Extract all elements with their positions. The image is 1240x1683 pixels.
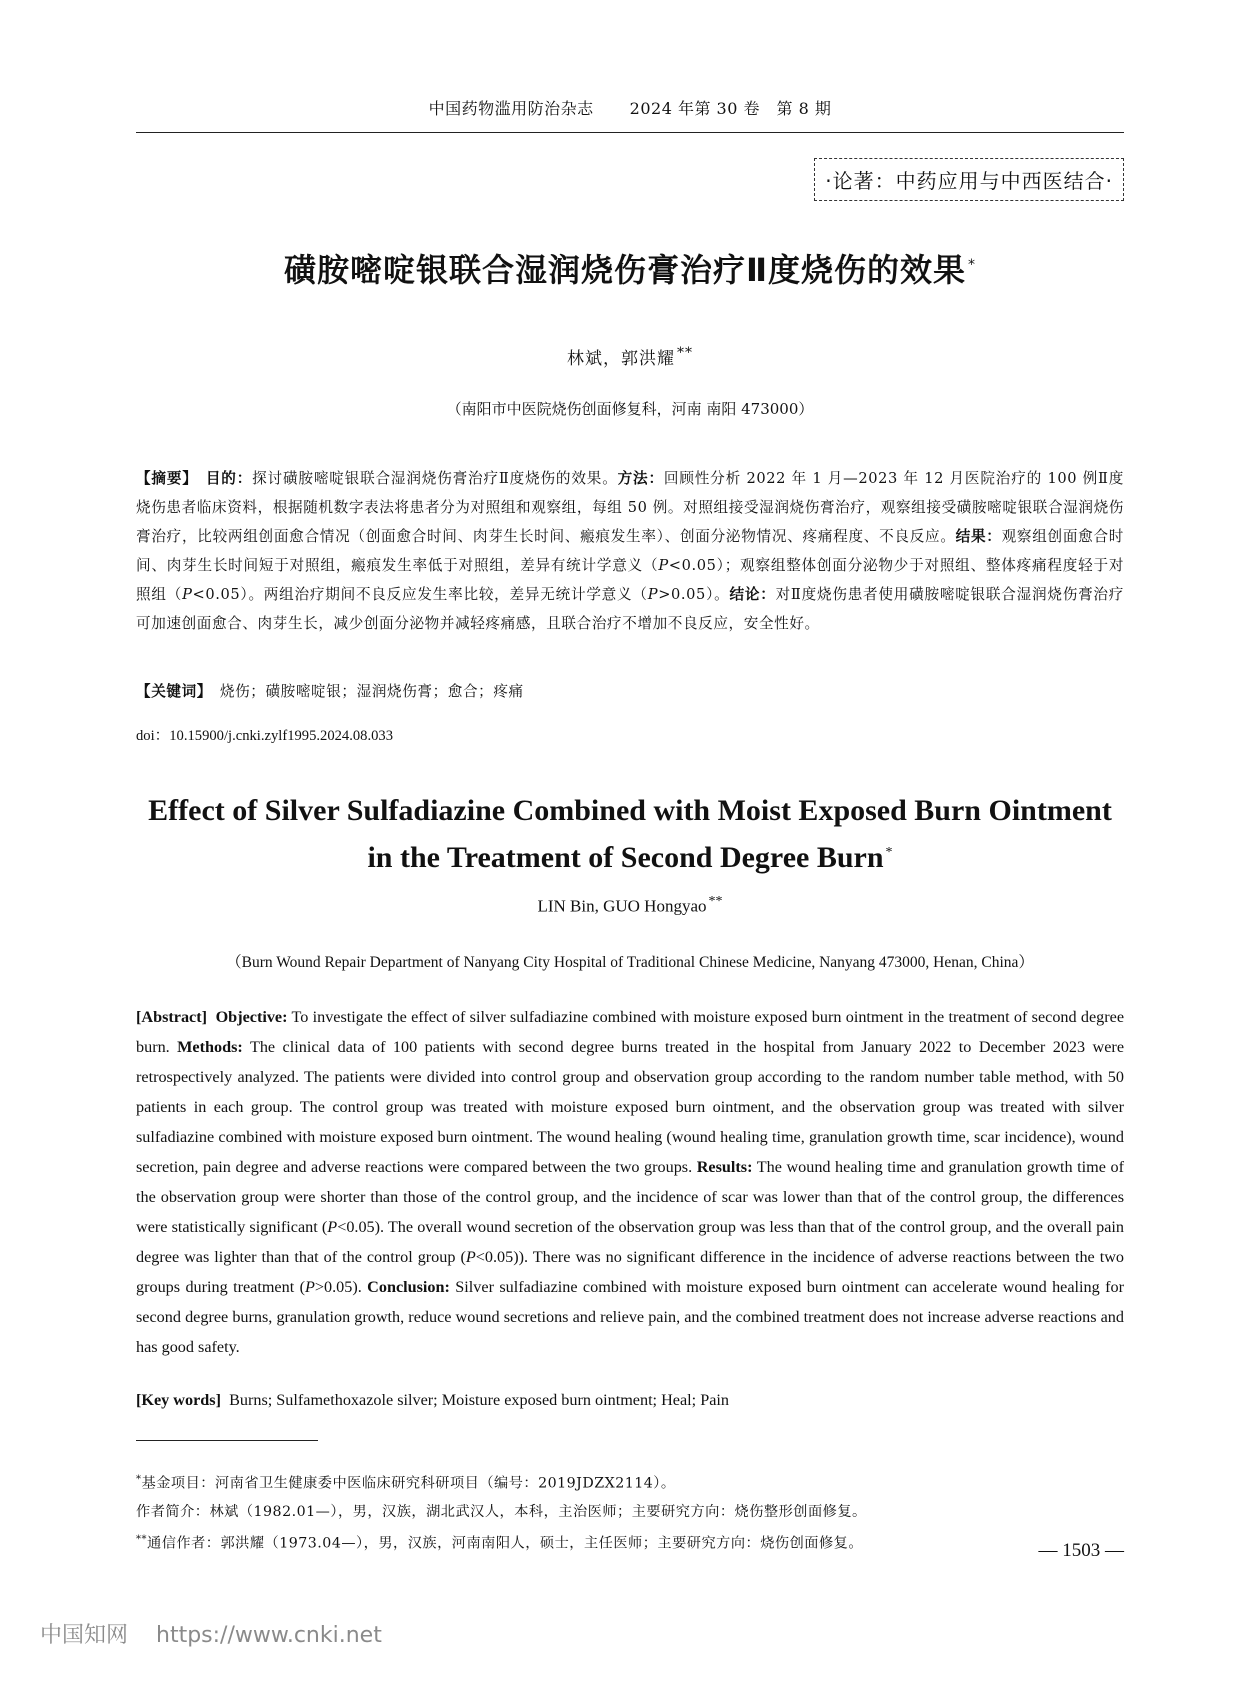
section-tag: ·论著：中药应用与中西医结合· [814, 158, 1124, 201]
english-keywords [136, 1391, 1124, 1410]
corresponding-author-marker: ** [136, 1533, 147, 1545]
conclusion-text: 对Ⅱ度烧伤患者使用磺胺嘧啶银联合湿润烧伤膏治疗可加速创面愈合、肉芽生长，减少创面分泌物并减轻疼痛感，且联合治疗不增加不良反应，安全性好。 [136, 586, 1124, 632]
p-symbol: P [465, 1248, 476, 1266]
journal-name: 中国药物滥用防治杂志 [428, 99, 594, 118]
objective-label: 目的： [205, 470, 253, 487]
chinese-title-text: 磺胺嘧啶银联合湿润烧伤膏治疗Ⅱ度烧伤的效果 [283, 251, 967, 289]
methods-text: The clinical data of 100 patients with second degree burns treated in the hospital from January 2022 to December 2023 were retrospectively analyzed. The patients were divided into control group and observation group according to the random number table method, with 50 patients in each group. The control group was treated with moisture exposed burn ointment, and the observation group was treated with silver sulfadiazine combined with moisture exposed burn ointment. The wound healing (wound healing time, granulation growth time, scar incidence), wound secretion, pain degree and adverse reactions were compared between the two groups. [136, 1038, 1125, 1176]
cnki-logo: 中国知网 [40, 1623, 129, 1648]
english-authors [136, 894, 1124, 917]
footnote-fund-text: 基金项目：河南省卫生健康委中医临床研究科研项目（编号：2019JDZX2114）。 [141, 1475, 676, 1492]
objective-text: To investigate the effect of silver sulfadiazine combined with moisture exposed burn ointment in the treatment of second degree burn. [136, 1008, 1125, 1056]
page-number: — 1503 — [1038, 1540, 1124, 1561]
results-text: >0.05). [314, 1278, 368, 1296]
corresponding-author-marker[interactable]: ** [677, 345, 693, 362]
results-text: <0.05)). There was no significant difference in the incidence of adverse reactions between the two groups during treatment ( [136, 1248, 1124, 1296]
footnote-fund [136, 1466, 1124, 1498]
conclusion-text: Silver sulfadiazine combined with moisture exposed burn ointment can accelerate wound healing for second degree burns, granulation growth, reduce wound secretions and relieve pain, and the combined treatment does not increase adverse reactions and has good safety. [136, 1278, 1124, 1356]
results-label: Results: [696, 1158, 753, 1176]
conclusion-label: 结论： [729, 586, 776, 603]
cnki-watermark [40, 1618, 382, 1649]
english-title [100, 790, 1160, 879]
chinese-affiliation: （南阳市中医院烧伤创面修复科，河南 南阳 473000） [446, 400, 814, 418]
english-authors-text: LIN Bin, GUO Hongyao [537, 896, 707, 916]
keywords-text: 烧伤；磺胺嘧啶银；湿润烧伤膏；愈合；疼痛 [219, 683, 524, 700]
objective-label: Objective: [215, 1008, 288, 1026]
methods-label: Methods: [177, 1038, 243, 1056]
results-text: <0.05）；观察组整体创面分泌物少于对照组、整体疼痛程度轻于对照组（ [136, 557, 1125, 603]
p-symbol: P [658, 557, 669, 574]
results-label: 结果： [955, 528, 1002, 545]
results-text: <0.05). The overall wound secretion of the observation group was less than that of the control group, and the overall pain degree was lighter than that of the control group ( [136, 1218, 1124, 1266]
english-title-line: Effect of Silver Sulfadiazine Combined with Moist Exposed Burn Ointment [148, 794, 1112, 827]
fund-note-marker[interactable]: * [885, 845, 893, 860]
footnote-corresponding [136, 1526, 1124, 1558]
p-symbol: P [647, 586, 659, 603]
results-text: <0.05）。两组治疗期间不良反应发生率比较，差异无统计学意义（ [192, 586, 648, 603]
english-affiliation: （Burn Wound Repair Department of Nanyang City Hospital of Traditional Chinese Medicine, Nanyang 473000, Henan, China） [226, 954, 1034, 971]
results-text: The wound healing time and granulation growth time of the observation group were shorter than those of the control group, and the incidence of scar was lower than that of the control group, the differences were statistically significant ( [136, 1158, 1124, 1236]
chinese-keywords [136, 680, 1124, 701]
keywords-label: [Key words] [136, 1391, 221, 1409]
fund-note-marker[interactable]: * [968, 257, 977, 274]
results-text: >0.05）。 [658, 586, 730, 603]
corresponding-author-marker[interactable]: ** [708, 894, 723, 909]
keywords-text: Burns; Sulfamethoxazole silver; Moisture exposed burn ointment; Heal; Pain [229, 1391, 729, 1409]
header-rule [136, 132, 1124, 133]
chinese-abstract [136, 464, 1124, 638]
p-symbol: P [304, 1278, 315, 1296]
cnki-url[interactable]: https://www.cnki.net [156, 1623, 382, 1648]
running-head [136, 96, 1124, 119]
chinese-authors [136, 344, 1124, 369]
methods-label: 方法： [617, 470, 664, 487]
english-abstract [136, 1002, 1124, 1362]
footnotes [136, 1466, 1124, 1557]
issue-info: 2024 年第 30 卷 第 8 期 [629, 99, 832, 118]
chinese-authors-text: 林斌，郭洪耀 [567, 349, 675, 369]
p-symbol: P [182, 586, 193, 603]
objective-text: 探讨磺胺嘧啶银联合湿润烧伤膏治疗Ⅱ度烧伤的效果。 [252, 470, 618, 487]
footnote-author-bio: 作者简介：林斌（1982.01—），男，汉族，湖北武汉人，本科，主治医师；主要研究方向：烧伤整形创面修复。 [136, 1503, 867, 1520]
fund-note-marker: * [136, 1474, 142, 1485]
abstract-label: 【摘要】 [136, 470, 191, 487]
english-title-line: in the Treatment of Second Degree Burn [367, 841, 884, 874]
doi-link[interactable]: doi：10.15900/j.cnki.zylf1995.2024.08.033 [136, 728, 393, 744]
conclusion-label: Conclusion: [367, 1278, 450, 1296]
abstract-label: [Abstract] [136, 1008, 208, 1026]
footnote-corresponding-text: 通信作者：郭洪耀（1973.04—），男，汉族，河南南阳人，硕士，主任医师；主要研究方向：烧伤创面修复。 [147, 1535, 864, 1552]
keywords-label: 【关键词】 [136, 683, 205, 700]
footnote-rule [136, 1440, 318, 1441]
chinese-title [136, 245, 1124, 291]
methods-text: 回顾性分析 2022 年 1 月—2023 年 12 月医院治疗的 100 例Ⅱ度烧伤患者临床资料，根据随机数字表法将患者分为对照组和观察组，每组 50 例。对照组接受湿润烧伤膏治疗，观察组接受磺胺嘧啶银联合湿润烧伤膏治疗，比较两组创面愈合情况（创面愈合时间、肉芽生长时间、瘢痕发生率）、创面分泌物情况、疼痛程度、不良反应。 [136, 470, 1125, 545]
p-symbol: P [327, 1218, 338, 1236]
results-text: 观察组创面愈合时间、肉芽生长时间短于对照组，瘢痕发生率低于对照组，差异有统计学意义（ [136, 528, 1124, 574]
